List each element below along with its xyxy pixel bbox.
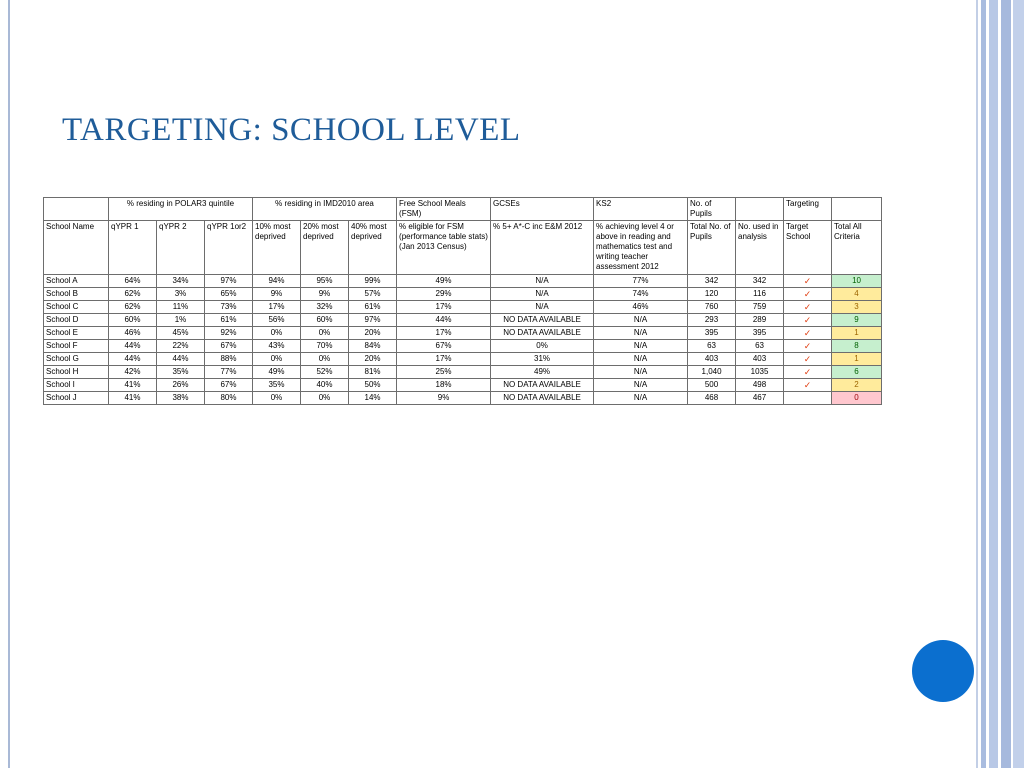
qypr1or2-cell: 77%: [205, 366, 253, 379]
total-pupils-cell: 342: [688, 275, 736, 288]
ks2-cell: N/A: [594, 392, 688, 405]
check-icon: ✓: [784, 340, 832, 353]
fsm-cell: 67%: [397, 340, 491, 353]
ks2-cell: N/A: [594, 314, 688, 327]
imd40-cell: 20%: [349, 327, 397, 340]
table-row: [44, 340, 882, 353]
school-name-cell: School H: [44, 366, 109, 379]
column-header: Target School: [784, 221, 832, 275]
column-header: 10% most deprived: [253, 221, 301, 275]
gcse-cell: N/A: [491, 275, 594, 288]
used-in-analysis-cell: 403: [736, 353, 784, 366]
gcse-cell: NO DATA AVAILABLE: [491, 392, 594, 405]
empty-header-cell: [832, 198, 882, 221]
qypr1or2-cell: 88%: [205, 353, 253, 366]
qypr2-cell: 38%: [157, 392, 205, 405]
qypr1-cell: 62%: [109, 288, 157, 301]
table-row: [44, 314, 882, 327]
gcse-cell: NO DATA AVAILABLE: [491, 314, 594, 327]
imd20-cell: 0%: [301, 392, 349, 405]
imd40-cell: 20%: [349, 353, 397, 366]
imd40-cell: 57%: [349, 288, 397, 301]
imd10-cell: 56%: [253, 314, 301, 327]
table-row: [44, 353, 882, 366]
gcse-cell: 0%: [491, 340, 594, 353]
imd20-cell: 95%: [301, 275, 349, 288]
right-decorative-stripe: [981, 0, 986, 768]
gcse-cell: 31%: [491, 353, 594, 366]
table-row: [44, 275, 882, 288]
check-icon: [784, 392, 832, 405]
imd10-cell: 49%: [253, 366, 301, 379]
gcse-cell: 49%: [491, 366, 594, 379]
used-in-analysis-cell: 289: [736, 314, 784, 327]
qypr2-cell: 11%: [157, 301, 205, 314]
column-header-row: [44, 221, 882, 275]
imd40-cell: 84%: [349, 340, 397, 353]
qypr1-cell: 64%: [109, 275, 157, 288]
qypr1or2-cell: 65%: [205, 288, 253, 301]
imd10-cell: 9%: [253, 288, 301, 301]
gcse-cell: NO DATA AVAILABLE: [491, 379, 594, 392]
fsm-cell: 17%: [397, 353, 491, 366]
qypr1or2-cell: 80%: [205, 392, 253, 405]
qypr1or2-cell: 97%: [205, 275, 253, 288]
table-body: [44, 275, 882, 405]
imd10-cell: 0%: [253, 353, 301, 366]
school-name-cell: School F: [44, 340, 109, 353]
total-pupils-cell: 468: [688, 392, 736, 405]
school-name-cell: School B: [44, 288, 109, 301]
imd40-cell: 14%: [349, 392, 397, 405]
used-in-analysis-cell: 1035: [736, 366, 784, 379]
school-name-cell: School J: [44, 392, 109, 405]
school-name-cell: School D: [44, 314, 109, 327]
used-in-analysis-cell: 759: [736, 301, 784, 314]
fsm-cell: 49%: [397, 275, 491, 288]
pupils-group-header: No. of Pupils: [688, 198, 736, 221]
column-header: School Name: [44, 221, 109, 275]
check-icon: ✓: [784, 353, 832, 366]
qypr1-cell: 41%: [109, 379, 157, 392]
qypr1-cell: 41%: [109, 392, 157, 405]
imd10-cell: 0%: [253, 327, 301, 340]
imd2010-group-header: % residing in IMD2010 area: [253, 198, 397, 221]
imd20-cell: 60%: [301, 314, 349, 327]
total-criteria-cell: 2: [832, 379, 882, 392]
fsm-cell: 17%: [397, 327, 491, 340]
total-pupils-cell: 63: [688, 340, 736, 353]
table-row: [44, 288, 882, 301]
empty-header-cell: [44, 198, 109, 221]
left-border-line: [8, 0, 10, 768]
total-pupils-cell: 760: [688, 301, 736, 314]
qypr1-cell: 62%: [109, 301, 157, 314]
column-header: No. used in analysis: [736, 221, 784, 275]
total-criteria-cell: 1: [832, 353, 882, 366]
column-header: 40% most deprived: [349, 221, 397, 275]
ks2-cell: N/A: [594, 340, 688, 353]
total-criteria-cell: 6: [832, 366, 882, 379]
check-icon: ✓: [784, 288, 832, 301]
school-name-cell: School C: [44, 301, 109, 314]
check-icon: ✓: [784, 301, 832, 314]
ks2-cell: N/A: [594, 353, 688, 366]
gcse-cell: N/A: [491, 301, 594, 314]
table-row: [44, 366, 882, 379]
imd20-cell: 40%: [301, 379, 349, 392]
imd20-cell: 9%: [301, 288, 349, 301]
school-name-cell: School A: [44, 275, 109, 288]
imd20-cell: 52%: [301, 366, 349, 379]
qypr1-cell: 60%: [109, 314, 157, 327]
fsm-cell: 29%: [397, 288, 491, 301]
school-targeting-table: [43, 197, 882, 405]
polar3-group-header: % residing in POLAR3 quintile: [109, 198, 253, 221]
column-header: % achieving level 4 or above in reading and mathematics test and writing teacher assessment 2012: [594, 221, 688, 275]
ks2-cell: N/A: [594, 327, 688, 340]
fsm-group-header: Free School Meals (FSM): [397, 198, 491, 221]
used-in-analysis-cell: 116: [736, 288, 784, 301]
ks2-cell: N/A: [594, 366, 688, 379]
imd10-cell: 17%: [253, 301, 301, 314]
qypr1or2-cell: 61%: [205, 314, 253, 327]
total-pupils-cell: 403: [688, 353, 736, 366]
right-decorative-stripe: [1001, 0, 1011, 768]
total-pupils-cell: 395: [688, 327, 736, 340]
qypr1-cell: 46%: [109, 327, 157, 340]
column-header: Total No. of Pupils: [688, 221, 736, 275]
column-header: qYPR 1or2: [205, 221, 253, 275]
column-header: Total All Criteria: [832, 221, 882, 275]
slide-title: TARGETING: SCHOOL LEVEL: [62, 112, 521, 148]
school-name-cell: School I: [44, 379, 109, 392]
ks2-cell: N/A: [594, 379, 688, 392]
qypr2-cell: 44%: [157, 353, 205, 366]
total-criteria-cell: 10: [832, 275, 882, 288]
right-decorative-stripe: [976, 0, 978, 768]
decorative-circle: [912, 640, 974, 702]
total-pupils-cell: 293: [688, 314, 736, 327]
school-name-cell: School G: [44, 353, 109, 366]
ks2-group-header: KS2: [594, 198, 688, 221]
check-icon: ✓: [784, 379, 832, 392]
ks2-cell: 74%: [594, 288, 688, 301]
check-icon: ✓: [784, 314, 832, 327]
imd40-cell: 50%: [349, 379, 397, 392]
total-criteria-cell: 8: [832, 340, 882, 353]
group-header-row: [44, 198, 882, 221]
qypr1-cell: 44%: [109, 340, 157, 353]
imd40-cell: 97%: [349, 314, 397, 327]
column-header: qYPR 1: [109, 221, 157, 275]
qypr2-cell: 34%: [157, 275, 205, 288]
qypr2-cell: 45%: [157, 327, 205, 340]
imd20-cell: 70%: [301, 340, 349, 353]
school-name-cell: School E: [44, 327, 109, 340]
qypr2-cell: 35%: [157, 366, 205, 379]
total-pupils-cell: 1,040: [688, 366, 736, 379]
fsm-cell: 17%: [397, 301, 491, 314]
gcse-cell: N/A: [491, 288, 594, 301]
imd40-cell: 99%: [349, 275, 397, 288]
used-in-analysis-cell: 395: [736, 327, 784, 340]
imd40-cell: 81%: [349, 366, 397, 379]
total-criteria-cell: 4: [832, 288, 882, 301]
column-header: % 5+ A*-C inc E&M 2012: [491, 221, 594, 275]
check-icon: ✓: [784, 366, 832, 379]
fsm-cell: 9%: [397, 392, 491, 405]
used-in-analysis-cell: 63: [736, 340, 784, 353]
imd40-cell: 61%: [349, 301, 397, 314]
qypr1or2-cell: 67%: [205, 379, 253, 392]
qypr1or2-cell: 67%: [205, 340, 253, 353]
check-icon: ✓: [784, 327, 832, 340]
column-header: 20% most deprived: [301, 221, 349, 275]
used-in-analysis-cell: 467: [736, 392, 784, 405]
table-row: [44, 301, 882, 314]
qypr1-cell: 44%: [109, 353, 157, 366]
table-row: [44, 379, 882, 392]
check-icon: ✓: [784, 275, 832, 288]
imd20-cell: 0%: [301, 327, 349, 340]
used-in-analysis-cell: 342: [736, 275, 784, 288]
ks2-cell: 77%: [594, 275, 688, 288]
right-decorative-stripe: [989, 0, 998, 768]
qypr2-cell: 3%: [157, 288, 205, 301]
imd10-cell: 0%: [253, 392, 301, 405]
total-criteria-cell: 1: [832, 327, 882, 340]
qypr1or2-cell: 73%: [205, 301, 253, 314]
imd10-cell: 94%: [253, 275, 301, 288]
imd20-cell: 0%: [301, 353, 349, 366]
column-header: % eligible for FSM (performance table stats) (Jan 2013 Census): [397, 221, 491, 275]
total-criteria-cell: 0: [832, 392, 882, 405]
total-pupils-cell: 120: [688, 288, 736, 301]
targeting-group-header: Targeting: [784, 198, 832, 221]
qypr2-cell: 22%: [157, 340, 205, 353]
table-row: [44, 392, 882, 405]
qypr1-cell: 42%: [109, 366, 157, 379]
fsm-cell: 44%: [397, 314, 491, 327]
imd10-cell: 35%: [253, 379, 301, 392]
table-row: [44, 327, 882, 340]
total-criteria-cell: 9: [832, 314, 882, 327]
fsm-cell: 18%: [397, 379, 491, 392]
right-decorative-stripe: [1013, 0, 1024, 768]
fsm-cell: 25%: [397, 366, 491, 379]
total-criteria-cell: 3: [832, 301, 882, 314]
imd10-cell: 43%: [253, 340, 301, 353]
empty-header-cell: [736, 198, 784, 221]
gcse-cell: NO DATA AVAILABLE: [491, 327, 594, 340]
column-header: qYPR 2: [157, 221, 205, 275]
total-pupils-cell: 500: [688, 379, 736, 392]
imd20-cell: 32%: [301, 301, 349, 314]
ks2-cell: 46%: [594, 301, 688, 314]
used-in-analysis-cell: 498: [736, 379, 784, 392]
qypr1or2-cell: 92%: [205, 327, 253, 340]
qypr2-cell: 26%: [157, 379, 205, 392]
qypr2-cell: 1%: [157, 314, 205, 327]
gcse-group-header: GCSEs: [491, 198, 594, 221]
